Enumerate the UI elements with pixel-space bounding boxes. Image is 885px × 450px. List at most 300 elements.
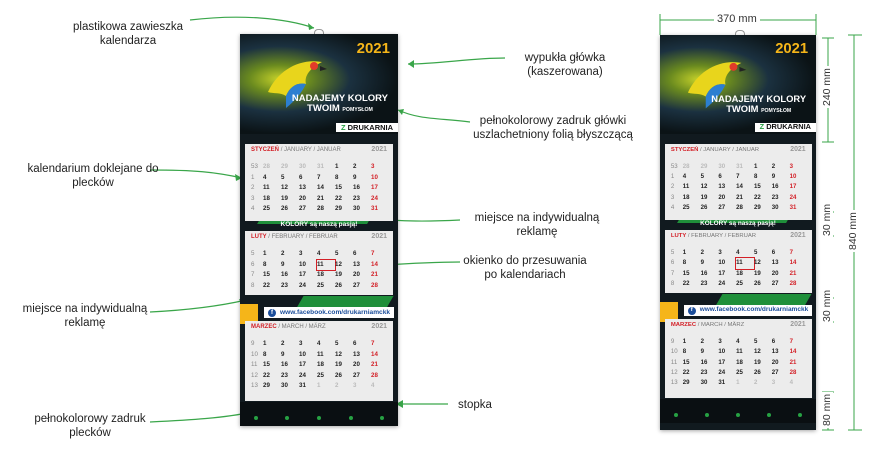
day-cell: 29 bbox=[753, 204, 761, 212]
day-cell: 5 bbox=[335, 250, 339, 257]
day-cell: 6 bbox=[299, 173, 303, 181]
day-cell: 15 bbox=[263, 361, 270, 368]
day-cell: 24 bbox=[789, 193, 797, 201]
brand-logo-icon: Z bbox=[340, 123, 346, 132]
month-name-en: / MARCH / MÄRZ bbox=[278, 324, 326, 330]
day-cell: 28 bbox=[736, 204, 743, 212]
month-year: 2021 bbox=[790, 321, 806, 329]
day-cell: 26 bbox=[753, 369, 761, 377]
day-cell: 6 bbox=[771, 337, 776, 345]
day-cell: 13 bbox=[353, 350, 360, 358]
month-name bbox=[251, 147, 341, 153]
day-cell: 21 bbox=[317, 194, 324, 202]
month-name-pl: MARZEC bbox=[251, 324, 277, 330]
dim-gap-1: 30 mm bbox=[821, 203, 833, 236]
day-cell: 2 bbox=[281, 340, 285, 347]
day-cell: 17 bbox=[371, 184, 378, 191]
label-calendarium: kalendarium doklejane do plecków bbox=[27, 163, 159, 189]
day-cell: 22 bbox=[335, 194, 342, 202]
day-cell: 24 bbox=[371, 194, 378, 202]
week-row bbox=[671, 162, 807, 172]
week-number: 8 bbox=[251, 281, 255, 289]
week-number: 9 bbox=[670, 337, 675, 345]
day-cell: 16 bbox=[700, 358, 708, 366]
day-cell: 23 bbox=[771, 193, 779, 201]
calendar-front-view bbox=[240, 34, 398, 426]
day-cell: 4 bbox=[789, 379, 793, 387]
head-slogan bbox=[711, 94, 806, 114]
day-cell: 11 bbox=[682, 183, 690, 191]
dim-total-height: 840 mm bbox=[847, 212, 859, 250]
day-cell: 15 bbox=[682, 269, 690, 277]
day-cell: 1 bbox=[682, 337, 687, 345]
day-cell: 9 bbox=[353, 173, 357, 181]
day-cell: 28 bbox=[263, 163, 270, 170]
week-number: 10 bbox=[670, 348, 678, 356]
contact-dot-icon bbox=[705, 413, 709, 417]
week-number: 2 bbox=[251, 184, 255, 191]
day-cell: 7 bbox=[371, 250, 375, 257]
day-cell: 23 bbox=[281, 371, 288, 379]
brand-name: DRUKARNIA bbox=[766, 122, 811, 132]
day-cell: 14 bbox=[317, 184, 324, 191]
week-row bbox=[251, 360, 389, 371]
week-number: 3 bbox=[251, 194, 255, 202]
label-ad-space-1: miejsce na indywidualną reklamę bbox=[474, 212, 600, 238]
day-cell: 10 bbox=[789, 173, 797, 181]
day-cell: 28 bbox=[789, 369, 797, 377]
day-cell: 27 bbox=[771, 369, 779, 377]
brand-logo-icon: Z bbox=[759, 122, 765, 132]
day-cell: 10 bbox=[718, 259, 726, 267]
day-cell: 31 bbox=[789, 204, 797, 212]
arrow-hanger bbox=[190, 17, 314, 28]
brand-name: DRUKARNIA bbox=[347, 123, 394, 132]
dim-head: 240 mm bbox=[821, 68, 833, 106]
slogan-line-1: NADAJEMY KOLORY bbox=[711, 93, 807, 105]
contact-dot-icon bbox=[349, 416, 353, 420]
month-name-pl: STYCZEŃ bbox=[670, 146, 699, 153]
day-cell: 4 bbox=[736, 248, 740, 256]
day-cell: 14 bbox=[371, 350, 378, 358]
day-cell: 8 bbox=[682, 348, 687, 356]
week-row bbox=[671, 347, 807, 357]
day-cell: 7 bbox=[371, 340, 375, 347]
week-row bbox=[251, 371, 389, 382]
label-embossed-head: wypukła główka (kaszerowana) bbox=[524, 52, 606, 78]
day-cell: 29 bbox=[682, 379, 690, 387]
day-cell: 30 bbox=[771, 204, 779, 212]
dim-footer: 80 mm bbox=[821, 393, 833, 426]
day-cell: 17 bbox=[299, 361, 306, 368]
day-cell: 6 bbox=[718, 173, 722, 181]
day-cell: 5 bbox=[700, 173, 704, 181]
day-cell: 16 bbox=[353, 184, 360, 191]
week-row bbox=[251, 183, 389, 194]
month-year: 2021 bbox=[371, 146, 387, 153]
slogan-line-1: NADAJEMY KOLORY bbox=[291, 93, 388, 104]
day-cell: 25 bbox=[263, 205, 270, 212]
slogan-line-2-main: TWOIM bbox=[307, 102, 340, 114]
week-row bbox=[251, 260, 389, 271]
day-cell: 25 bbox=[736, 279, 743, 287]
day-cell: 5 bbox=[281, 173, 285, 181]
day-cell: 27 bbox=[718, 204, 726, 212]
calendar-dimension-view bbox=[660, 35, 816, 430]
day-cell: 25 bbox=[317, 371, 324, 379]
month-grid bbox=[251, 249, 389, 291]
week-row bbox=[251, 281, 389, 292]
contact-dot-icon bbox=[767, 413, 771, 417]
month-year: 2021 bbox=[371, 323, 387, 330]
day-cell: 20 bbox=[718, 193, 726, 201]
week-row bbox=[251, 339, 389, 350]
day-cell: 21 bbox=[789, 269, 797, 277]
day-cell: 21 bbox=[371, 361, 378, 368]
label-full-color-head: pełnokolorowy zadruk główki uszlachetniony folią błyszczącą bbox=[473, 115, 633, 141]
day-cell: 1 bbox=[317, 382, 321, 389]
day-cell: 3 bbox=[771, 379, 776, 387]
day-cell: 27 bbox=[353, 371, 360, 379]
facebook-icon: f bbox=[688, 307, 696, 315]
day-cell: 2 bbox=[700, 248, 704, 256]
arrow-back bbox=[150, 412, 252, 422]
day-cell: 24 bbox=[299, 371, 306, 379]
day-cell: 24 bbox=[718, 369, 726, 377]
week-number: 4 bbox=[670, 204, 675, 212]
week-number: 11 bbox=[670, 358, 678, 366]
week-row bbox=[671, 182, 807, 192]
day-cell: 20 bbox=[299, 194, 306, 202]
day-cell: 5 bbox=[335, 340, 339, 347]
contact-dot-icon bbox=[380, 416, 384, 420]
facebook-url: www.facebook.com/drukarniamckk bbox=[699, 306, 809, 314]
head-year: 2021 bbox=[775, 40, 809, 57]
month-name-en: / FEBRUARY / FEBRUAR bbox=[268, 234, 338, 240]
day-cell: 20 bbox=[771, 358, 779, 366]
dim-width: 370 mm bbox=[714, 13, 760, 25]
day-cell: 20 bbox=[353, 361, 360, 368]
day-cell: 28 bbox=[371, 371, 378, 379]
week-number: 7 bbox=[670, 269, 675, 277]
week-row bbox=[251, 249, 389, 260]
calendar-head bbox=[660, 35, 816, 134]
day-cell: 2 bbox=[700, 337, 704, 345]
day-cell: 4 bbox=[317, 250, 321, 257]
week-row bbox=[251, 162, 389, 173]
day-cell: 14 bbox=[371, 260, 378, 268]
month-name bbox=[671, 233, 756, 239]
day-cell: 17 bbox=[718, 358, 726, 366]
day-cell: 26 bbox=[700, 204, 708, 212]
day-cell: 11 bbox=[317, 350, 324, 358]
month-grid bbox=[671, 248, 807, 290]
day-cell: 18 bbox=[317, 271, 324, 278]
week-row bbox=[251, 194, 389, 205]
week-number: 6 bbox=[670, 259, 675, 267]
month-grid bbox=[671, 337, 807, 389]
day-cell: 20 bbox=[771, 269, 779, 277]
week-number: 11 bbox=[251, 361, 258, 368]
day-cell: 16 bbox=[281, 361, 288, 368]
month-sheet bbox=[665, 230, 812, 293]
week-number: 7 bbox=[251, 271, 255, 278]
day-cell: 29 bbox=[335, 205, 342, 212]
week-row bbox=[671, 193, 807, 203]
day-cell: 24 bbox=[718, 279, 726, 287]
week-number: 8 bbox=[670, 279, 675, 287]
day-cell: 12 bbox=[753, 348, 761, 356]
day-cell: 9 bbox=[700, 259, 704, 267]
day-cell: 15 bbox=[335, 184, 342, 191]
week-row bbox=[671, 248, 807, 258]
day-cell: 9 bbox=[700, 348, 704, 356]
day-cell: 14 bbox=[789, 259, 797, 267]
week-number: 5 bbox=[251, 250, 255, 257]
day-cell: 7 bbox=[317, 173, 321, 181]
facebook-url: www.facebook.com/drukarniamckk bbox=[280, 309, 391, 316]
day-cell: 3 bbox=[353, 382, 357, 389]
day-cell: 30 bbox=[718, 162, 726, 170]
day-cell: 12 bbox=[700, 183, 708, 191]
day-cell: 22 bbox=[753, 193, 761, 201]
day-cell: 5 bbox=[753, 337, 758, 345]
day-cell: 16 bbox=[281, 271, 288, 278]
day-cell: 30 bbox=[353, 205, 360, 212]
month-name-en: / JANUARY / JANUAR bbox=[700, 146, 760, 153]
week-number: 2 bbox=[670, 183, 675, 191]
day-cell: 22 bbox=[263, 371, 270, 379]
day-cell: 8 bbox=[753, 173, 758, 181]
month-name-pl: LUTY bbox=[670, 233, 687, 240]
day-cell: 13 bbox=[299, 184, 306, 191]
label-footer: stopka bbox=[458, 399, 492, 411]
day-cell: 31 bbox=[718, 379, 726, 387]
day-cell: 8 bbox=[263, 350, 267, 358]
day-cell: 14 bbox=[736, 183, 743, 191]
week-number: 6 bbox=[251, 260, 255, 268]
day-cell: 3 bbox=[789, 162, 793, 170]
ad-slogan: KOLORY są naszą pasją! bbox=[280, 221, 358, 228]
calendar-footer bbox=[240, 402, 398, 426]
day-cell: 3 bbox=[299, 250, 303, 257]
week-number: 13 bbox=[670, 379, 678, 387]
day-cell: 18 bbox=[317, 361, 324, 368]
month-name bbox=[251, 324, 326, 330]
footer-contact-dots bbox=[660, 413, 816, 417]
week-row bbox=[251, 381, 389, 392]
day-cell: 12 bbox=[281, 184, 288, 191]
month-name-en: / JANUARY / JANUAR bbox=[280, 147, 341, 153]
week-number: 10 bbox=[251, 350, 258, 358]
day-cell: 22 bbox=[682, 369, 690, 377]
day-cell: 29 bbox=[281, 163, 288, 170]
month-name-pl: LUTY bbox=[251, 234, 267, 240]
footer-contact-dots bbox=[240, 416, 398, 420]
slogan-line-2-small: POMYSŁOM bbox=[761, 108, 792, 115]
month-grid bbox=[251, 162, 389, 215]
month-sheet bbox=[245, 231, 393, 295]
day-cell: 28 bbox=[789, 279, 797, 287]
day-cell: 14 bbox=[789, 348, 797, 356]
day-cell: 31 bbox=[736, 162, 743, 170]
week-number: 5 bbox=[670, 248, 675, 256]
day-cell: 1 bbox=[263, 250, 267, 257]
day-cell: 19 bbox=[281, 194, 288, 202]
day-cell: 30 bbox=[299, 163, 306, 170]
ad-slogan: KOLORY są naszą pasją! bbox=[700, 220, 776, 228]
week-number: 9 bbox=[251, 340, 255, 347]
week-row bbox=[671, 279, 807, 289]
week-number: 53 bbox=[670, 162, 678, 170]
day-cell: 20 bbox=[353, 271, 360, 278]
day-cell: 2 bbox=[771, 162, 776, 170]
label-full-color-back: pełnokolorowy zadruk plecków bbox=[34, 413, 146, 439]
day-cell: 9 bbox=[771, 173, 776, 181]
month-name-en: / FEBRUARY / FEBRUAR bbox=[687, 233, 757, 240]
day-cell: 10 bbox=[371, 173, 378, 181]
day-cell: 2 bbox=[335, 382, 339, 389]
calendar-head bbox=[240, 34, 398, 134]
week-row bbox=[671, 378, 807, 388]
day-cell: 23 bbox=[353, 194, 360, 202]
day-cell: 18 bbox=[682, 193, 690, 201]
day-cell: 26 bbox=[281, 205, 288, 212]
day-cell: 22 bbox=[263, 281, 270, 289]
day-cell: 22 bbox=[682, 279, 690, 287]
day-cell: 18 bbox=[263, 194, 270, 202]
facebook-band bbox=[684, 305, 813, 316]
contact-dot-icon bbox=[285, 416, 289, 420]
arrow-ad-2 bbox=[150, 300, 246, 312]
day-cell: 16 bbox=[771, 183, 779, 191]
day-cell: 13 bbox=[353, 260, 360, 268]
week-row bbox=[671, 269, 807, 279]
day-cell: 7 bbox=[736, 173, 740, 181]
day-cell: 1 bbox=[263, 340, 267, 347]
day-cell: 4 bbox=[682, 173, 687, 181]
arrow-head bbox=[408, 58, 505, 64]
brand-bar bbox=[755, 123, 816, 132]
week-number: 1 bbox=[670, 173, 675, 181]
day-cell: 2 bbox=[353, 163, 357, 170]
contact-dot-icon bbox=[674, 413, 678, 417]
month-name-en: / MARCH / MÄRZ bbox=[697, 322, 745, 329]
day-cell: 10 bbox=[299, 260, 306, 268]
facebook-band bbox=[264, 307, 394, 318]
day-cell: 13 bbox=[718, 183, 726, 191]
week-row bbox=[251, 173, 389, 184]
month-sheet bbox=[665, 144, 812, 220]
month-sheet bbox=[665, 319, 812, 398]
day-cell: 21 bbox=[789, 358, 797, 366]
week-number: 1 bbox=[251, 173, 255, 181]
month-name bbox=[671, 322, 744, 328]
day-cell: 11 bbox=[736, 348, 743, 356]
day-cell: 1 bbox=[736, 379, 740, 387]
day-cell: 15 bbox=[682, 358, 690, 366]
slogan-line-2-small: POMYSŁOM bbox=[342, 106, 373, 113]
arrow-full-color-head bbox=[398, 110, 470, 122]
day-cell: 8 bbox=[263, 260, 267, 268]
day-cell: 19 bbox=[335, 271, 342, 278]
week-number: 3 bbox=[670, 193, 675, 201]
day-cell: 5 bbox=[753, 248, 758, 256]
calendar-footer bbox=[660, 399, 816, 423]
month-name-pl: MARZEC bbox=[670, 322, 697, 329]
day-cell: 3 bbox=[299, 340, 303, 347]
week-row bbox=[671, 203, 807, 213]
week-row bbox=[671, 337, 807, 347]
day-cell: 8 bbox=[682, 259, 687, 267]
week-row bbox=[671, 358, 807, 368]
day-cell: 6 bbox=[771, 248, 776, 256]
day-cell: 28 bbox=[317, 205, 324, 212]
month-year: 2021 bbox=[790, 232, 806, 240]
month-name bbox=[251, 234, 338, 240]
day-cell: 29 bbox=[263, 382, 270, 389]
month-year: 2021 bbox=[790, 145, 806, 153]
contact-dot-icon bbox=[736, 413, 740, 417]
day-cell: 18 bbox=[736, 358, 743, 366]
day-cell: 4 bbox=[371, 382, 375, 389]
day-cell: 21 bbox=[736, 193, 743, 201]
label-window: okienko do przesuwania po kalendariach bbox=[463, 255, 587, 281]
day-cell: 17 bbox=[299, 271, 306, 278]
day-cell: 13 bbox=[771, 259, 779, 267]
day-cell: 19 bbox=[753, 358, 761, 366]
day-cell: 11 bbox=[263, 184, 270, 191]
day-cell: 11 bbox=[736, 258, 754, 268]
day-cell: 23 bbox=[700, 279, 708, 287]
brand-bar bbox=[336, 123, 398, 132]
day-cell: 27 bbox=[299, 205, 306, 212]
week-number: 12 bbox=[251, 371, 258, 379]
day-cell: 26 bbox=[753, 279, 761, 287]
day-cell: 27 bbox=[771, 279, 779, 287]
month-name bbox=[671, 147, 759, 153]
day-cell: 3 bbox=[718, 337, 722, 345]
day-cell: 23 bbox=[700, 369, 708, 377]
day-cell: 16 bbox=[700, 269, 708, 277]
day-cell: 17 bbox=[789, 183, 797, 191]
month-year: 2021 bbox=[371, 233, 387, 240]
day-cell: 15 bbox=[263, 271, 270, 278]
contact-dot-icon bbox=[254, 416, 258, 420]
day-cell: 25 bbox=[317, 281, 324, 289]
day-cell: 4 bbox=[263, 173, 267, 181]
day-cell: 8 bbox=[335, 173, 339, 181]
day-cell: 9 bbox=[281, 350, 285, 358]
day-cell: 6 bbox=[353, 340, 357, 347]
month-grid bbox=[671, 162, 807, 214]
day-cell: 26 bbox=[335, 371, 342, 379]
day-cell: 1 bbox=[753, 162, 758, 170]
day-cell: 7 bbox=[789, 248, 793, 256]
slogan-line-2 bbox=[292, 104, 388, 114]
day-cell: 25 bbox=[736, 369, 743, 377]
slogan-line-2 bbox=[711, 104, 806, 114]
day-cell: 29 bbox=[700, 162, 708, 170]
day-cell: 2 bbox=[281, 250, 285, 257]
day-cell: 11 bbox=[317, 260, 335, 271]
label-hanger: plastikowa zawieszka kalendarza bbox=[73, 21, 183, 47]
month-sheet bbox=[245, 144, 393, 221]
week-row bbox=[251, 204, 389, 215]
week-row bbox=[251, 350, 389, 361]
month-name-pl: STYCZEŃ bbox=[251, 147, 280, 153]
day-cell: 7 bbox=[789, 337, 793, 345]
